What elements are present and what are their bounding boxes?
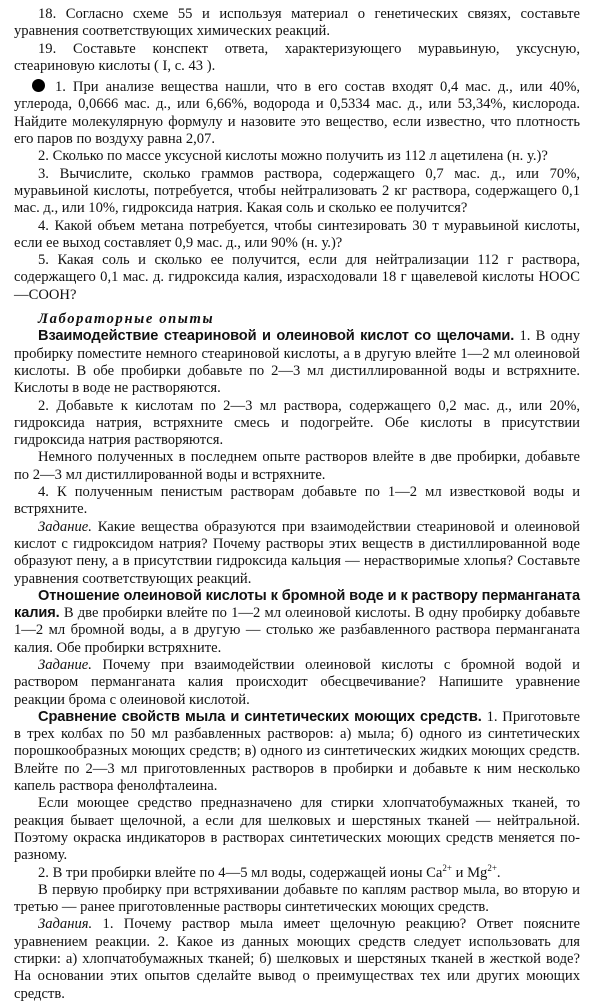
assignment-text: Какие вещества образуются при взаимодействии стеариновой и олеиновой кислот с гидроксидом натрия? Почему растворы этих веществ в дистиллированной воде образуют пену, а в присутствии гидроксида кальция — нерастворимые хлопья? Составьте уравнения соответствующих реакций. bbox=[14, 518, 580, 587]
exp2-assignment bbox=[14, 657, 580, 709]
assignment-text: Почему при взаимодействии олеиновой кислоты с бромной водой и раствором перманганата калия происходит обесцвечивание? Напишите уравнение реакции брома с олеиновой кислотой. bbox=[14, 656, 580, 708]
assignment-label: Задание. bbox=[38, 656, 92, 673]
exp3-step2 bbox=[14, 862, 580, 882]
ion-charge: 2+ bbox=[442, 862, 452, 873]
section-title: Лабораторные опыты bbox=[38, 311, 215, 328]
bullet-marker-icon bbox=[32, 79, 45, 92]
exp1-step1: 1. В одну пробирку поместите немного стеариновой кислоты, а в другую влейте 1—2 мл олеиновой кислоты. В обе пробирки добавьте по 2—3 мл дистиллированной воды и встряхните. Кислоты в воде не растворяются. bbox=[14, 328, 580, 397]
period: . bbox=[496, 864, 501, 881]
exp1-step4: 4. К полученным пенистым растворам добавьте по 1—2 мл известковой воды и встряхните. bbox=[14, 484, 580, 518]
exp1-step2: 2. Добавьте к кислотам по 2—3 мл раствора, содержащего 0,2 мас. д., или 20%, гидроксида натрия, встряхните смесь и подогрейте. Обе кислоты в присутствии гидроксида натрия растворяются. bbox=[14, 397, 580, 449]
exp3-step2-text: 2. В три пробирки влейте по 4—5 мл воды, содержащей ионы bbox=[38, 864, 427, 881]
task-3: 3. Вычислите, сколько граммов раствора, содержащего 0,7 мас. д., или 70%, муравьиной кислоты, потребуется, чтобы нейтрализовать 2 кг раствора, содержащего 0,1 мас. д., или 10%, гидроксида натрия. Какая соль и сколько ее получится? bbox=[14, 165, 580, 217]
exercise-19: 19. Составьте конспект ответа, характеризующего муравьиную, уксусную, стеариновую кислоты ( I, с. 43 ). bbox=[14, 40, 580, 74]
task-5: 5. Какая соль и сколько ее получится, если для нейтрализации 112 г раствора, содержащего 0,1 мас. д. гидроксида калия, израсходовали 18 г щавелевой кислоты НООС—СООН? bbox=[14, 252, 580, 303]
assignments-text: 1. Почему раствор мыла имеет щелочную реакцию? Ответ поясните уравнением реакции. 2. Какое из данных моющих средств следует использовать для стирки: а) хлопчатобумажных тканей; б) шелковых и шерстяных тканей в жесткой воде? На основании этих опытов сделайте вывод о преимуществах тех или других моющих средств. bbox=[14, 916, 580, 1002]
assignment-label: Задание. bbox=[38, 518, 92, 535]
exp3-step1: 1. Приготовьте в трех колбах по 50 мл разбавленных растворов: а) мыла; б) одного из синтетических порошкообразных моющих средств; в) одного из синтетических жидких моющих средств. Влейте по 2—3 мл приготовленных растворов в пробирки и добавьте к ним несколько капель раствора фенолфталеина. bbox=[14, 708, 581, 795]
conjunction: и bbox=[451, 864, 468, 881]
exp1-assignment bbox=[14, 519, 580, 588]
assignments-label: Задания. bbox=[38, 916, 93, 933]
exp1-intro bbox=[14, 328, 580, 397]
magnesium-symbol: Mg bbox=[467, 864, 488, 881]
task-1-text: 1. При анализе вещества нашли, что в его состав входят 0,4 мас. д., или 40%, углерода, 0,0666 мас. д., или 6,66%, водорода и 0,5334 мас. д., или 53,34%, кислорода. Найдите молекулярную формулу и назовите это вещество, если известно, что плотность его паров по воздуху равна 2,07. bbox=[14, 79, 580, 148]
calcium-ion bbox=[426, 862, 452, 881]
exp3-step3: В первую пробирку при встряхивании добавьте по каплям раствор мыла, во вторую и третью — ранее приготовленные растворы синтетических моющих средств. bbox=[14, 881, 580, 916]
exp3-intro bbox=[14, 709, 580, 795]
task-4: 4. Какой объем метана потребуется, чтобы синтезировать 30 т муравьиной кислоты, если ее выход составляет 0,9 мас. д., или 90% (н. у.)? bbox=[14, 217, 580, 251]
exp1-step3: Немного полученных в последнем опыте растворов влейте в две пробирки, добавьте по 2—3 мл дистиллированной воды и встряхните. bbox=[14, 449, 580, 483]
exp3-heading: Сравнение свойств мыла и синтетических моющих средств. bbox=[38, 708, 482, 725]
exp3-assignments bbox=[14, 916, 580, 1002]
exp2-intro bbox=[14, 588, 580, 657]
exp1-heading: Взаимодействие стеариновой и олеиновой кислот со щелочами. bbox=[38, 328, 515, 345]
exercise-18: 18. Согласно схеме 55 и используя материал о генетических связях, составьте уравнения соответствующих химических реакций. bbox=[14, 6, 580, 40]
task-1 bbox=[14, 79, 580, 148]
exp3-note: Если моющее средство предназначено для стирки хлопчатобумажных тканей, то реакция бывает щелочной, а если для шелковых и шерстяных тканей — нейтральной. Поэтому окраска индикаторов в растворах синтетических моющих средств меняется по-разному. bbox=[14, 795, 580, 864]
task-2: 2. Сколько по массе уксусной кислоты можно получить из 112 л ацетилена (н. у.)? bbox=[38, 148, 548, 165]
exp2-body: В две пробирки влейте по 1—2 мл олеиновой кислоты. В одну пробирку добавьте 1—2 мл бромной воды, а в другую — столько же разбавленного раствора перманганата калия. Обе пробирки встряхните. bbox=[14, 605, 580, 656]
magnesium-ion bbox=[467, 862, 497, 881]
calcium-symbol: Ca bbox=[426, 864, 443, 881]
exp2-heading: Отношение олеиновой кислоты к бромной воде и к раствору перманганата калия. bbox=[14, 587, 580, 622]
ion-charge: 2+ bbox=[487, 862, 497, 873]
